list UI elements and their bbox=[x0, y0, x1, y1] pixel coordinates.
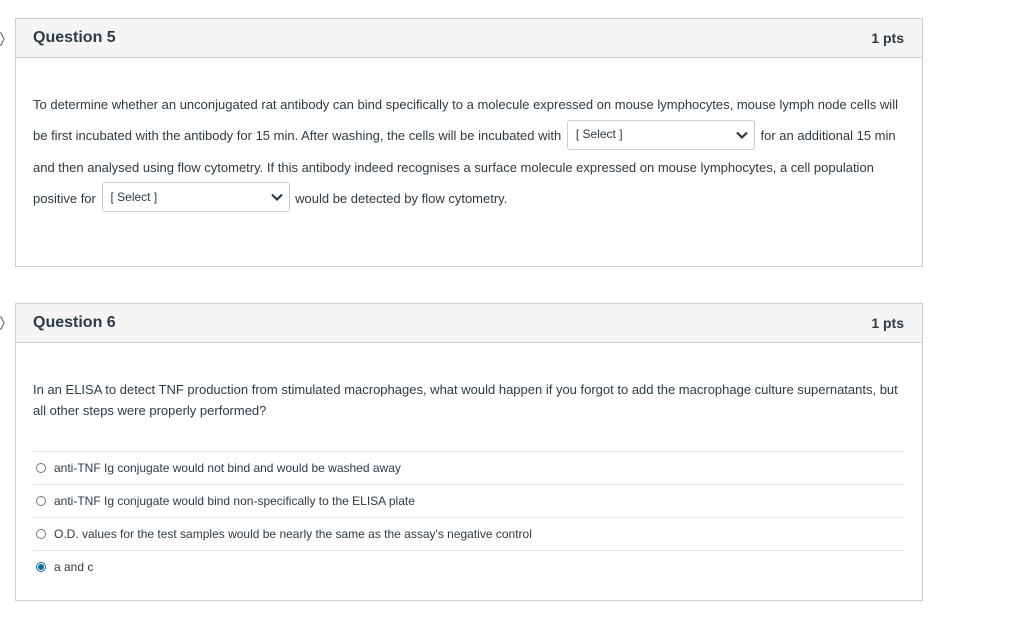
answer-label: anti-TNF Ig conjugate would bind non-specifically to the ELISA plate bbox=[54, 494, 415, 508]
answer-label: O.D. values for the test samples would be nearly the same as the assay's negative control bbox=[54, 527, 532, 541]
question-text-part: To determine whether an unconjugated rat antibody can bind specifically to a molecule expressed on mouse lymphocytes, mouse lymph node cells will be first incubated with the antibody for 15 min. After washing, the cells will be incubated with bbox=[33, 97, 898, 143]
answer-option[interactable] bbox=[33, 517, 905, 550]
radio-button[interactable] bbox=[36, 496, 46, 506]
question-5-card bbox=[15, 18, 923, 267]
answer-select-2[interactable] bbox=[102, 182, 290, 212]
question-5-header bbox=[16, 19, 922, 58]
question-5-text bbox=[16, 58, 922, 214]
answer-option[interactable] bbox=[33, 484, 905, 517]
question-6-text: In an ELISA to detect TNF production from stimulated macrophages, what would happen if you forgot to add the macrophage culture supernatants, but all other steps were properly performed? bbox=[33, 382, 898, 418]
question-text-part: for an additional 15 min and then analysed using flow cytometry. If this antibody indeed recognises a surface molecule expressed on mouse lymphocytes, a cell population positive for bbox=[33, 128, 896, 206]
question-6-card bbox=[15, 303, 923, 601]
question-6-header bbox=[16, 304, 922, 343]
question-points: 1 pts bbox=[871, 30, 904, 46]
answer-option[interactable] bbox=[33, 550, 905, 583]
question-text-part: would be detected by flow cytometry. bbox=[295, 190, 508, 206]
answer-select-1[interactable] bbox=[567, 120, 755, 150]
question-points: 1 pts bbox=[871, 315, 904, 331]
radio-button[interactable] bbox=[36, 463, 46, 473]
select-value: [ Select ] bbox=[575, 127, 623, 142]
radio-button[interactable] bbox=[36, 529, 46, 539]
chevron-down-icon bbox=[271, 193, 283, 201]
select-value: [ Select ] bbox=[110, 189, 158, 204]
answer-option[interactable] bbox=[33, 451, 905, 484]
radio-button[interactable] bbox=[36, 562, 46, 572]
question-title: Question 6 bbox=[33, 314, 116, 331]
flag-icon[interactable] bbox=[0, 316, 5, 330]
chevron-down-icon bbox=[736, 131, 748, 139]
flag-icon[interactable] bbox=[0, 32, 5, 46]
question-title: Question 5 bbox=[33, 29, 116, 46]
answer-list bbox=[33, 451, 905, 583]
question-6-body bbox=[16, 343, 922, 583]
answer-label: anti-TNF Ig conjugate would not bind and would be washed away bbox=[54, 461, 401, 475]
answer-label: a and c bbox=[54, 560, 94, 574]
